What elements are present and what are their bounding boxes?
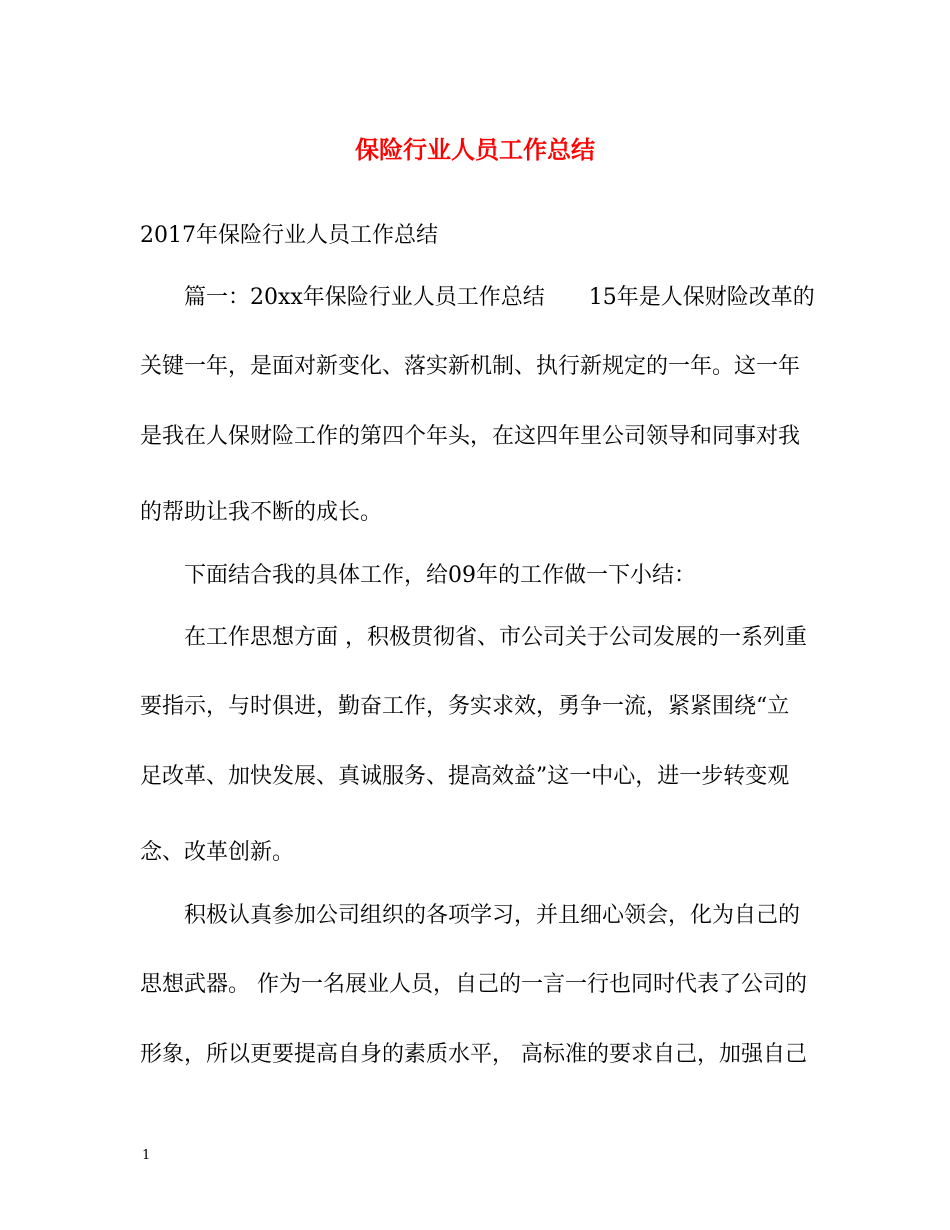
- body-line: 下面结合我的具体工作，给09年的工作做一下小结：: [140, 563, 696, 588]
- body-line: 要指示，与时俱进，勤奋工作，务实求效，勇争一流，紧紧围绕“立: [140, 694, 790, 719]
- body-line: 2017年保险行业人员工作总结: [140, 223, 438, 248]
- body-line: 思想武器。 作为一名展业人员，自己的一言一行也同时代表了公司的: [140, 972, 807, 997]
- document-title: 保险行业人员工作总结: [355, 135, 595, 164]
- body-line: 形象，所以更要提高自身的素质水平， 高标准的要求自己，加强自己: [140, 1042, 807, 1067]
- body-line: 积极认真参加公司组织的各项学习，并且细心领会，化为自己的: [140, 903, 801, 928]
- body-line: 念、改革创新。: [140, 840, 295, 865]
- body-line: 是我在人保财险工作的第四个年头，在这四年里公司领导和同事对我: [140, 424, 801, 449]
- body-line: 篇一：20xx年保险行业人员工作总结 15年是人保财险改革的: [140, 285, 815, 310]
- body-line: 的帮助让我不断的成长。: [140, 500, 383, 525]
- body-line: 关键一年，是面对新变化、落实新机制、执行新规定的一年。这一年: [140, 354, 801, 379]
- page-number: 1: [142, 1148, 151, 1163]
- body-line: 在工作思想方面 ，积极贯彻省、市公司关于公司发展的一系列重: [140, 625, 807, 650]
- body-line: 足改革、加快发展、真诚服务、提高效益”这一中心，进一步转变观: [140, 764, 790, 789]
